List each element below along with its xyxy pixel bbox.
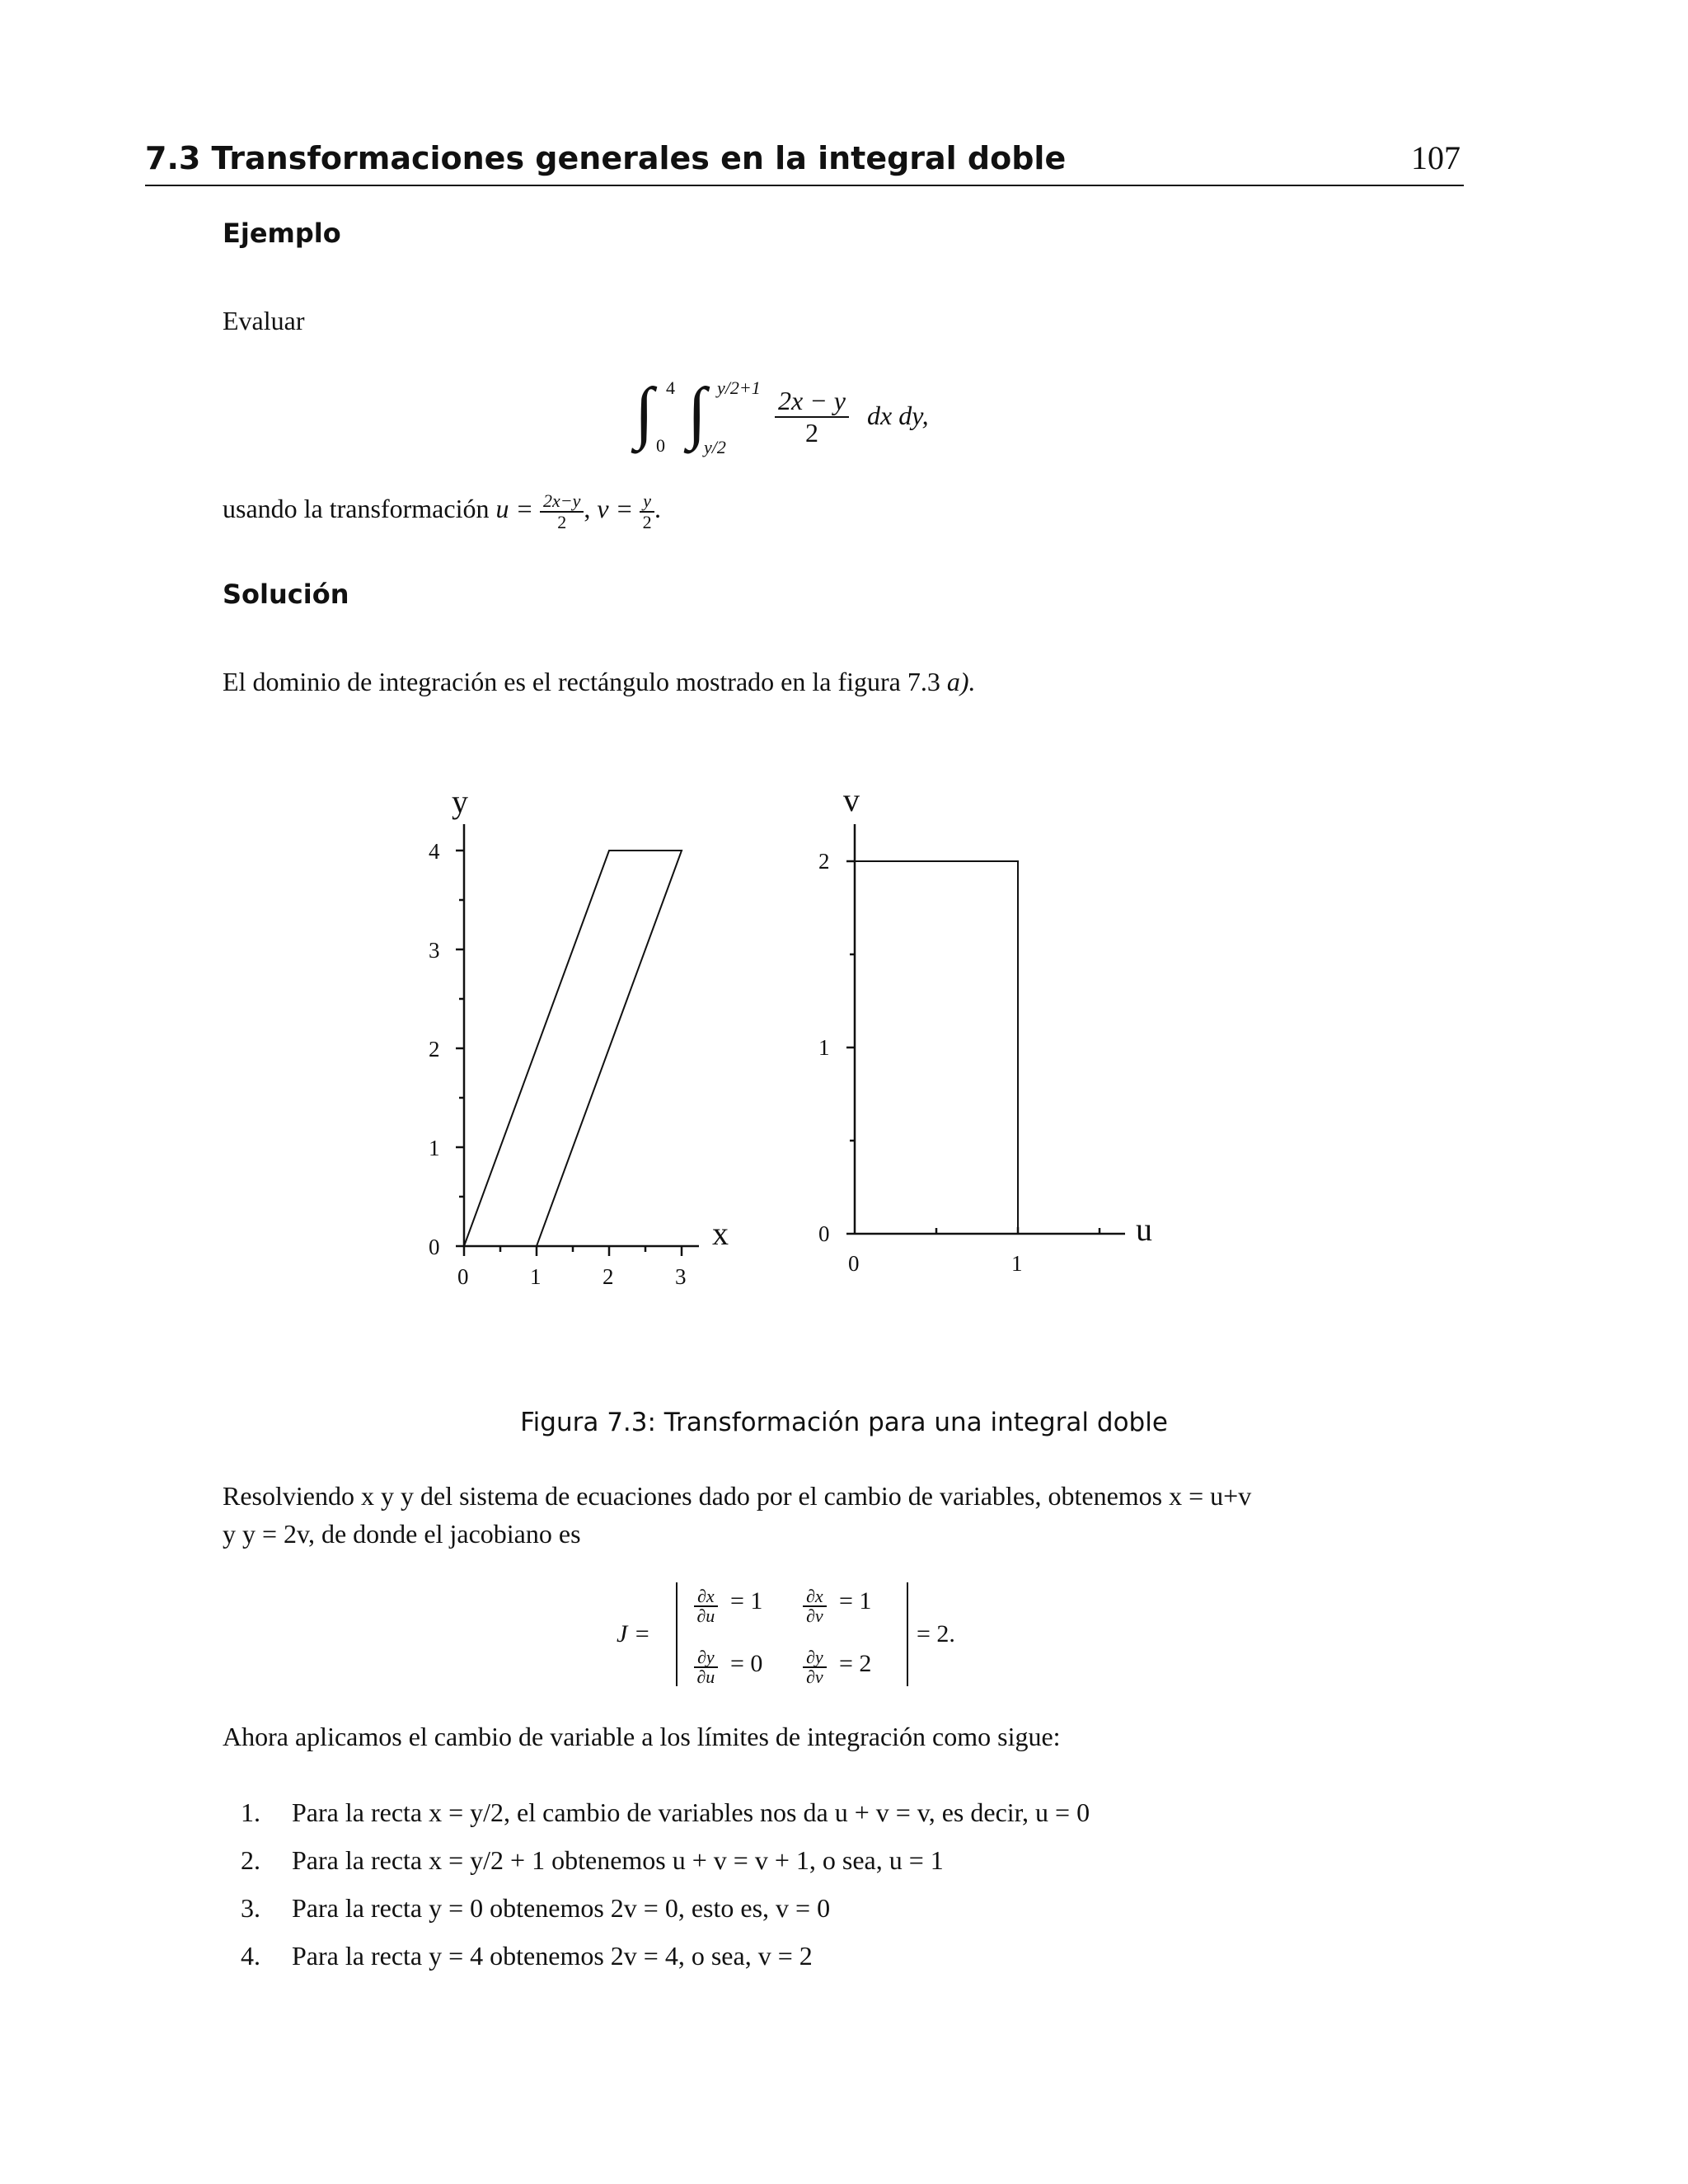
- left-y-tick-label-1: 1: [429, 1136, 440, 1160]
- integrand-denominator: 2: [805, 418, 818, 448]
- resolution-line-2: y y = 2v, de donde el jacobiano es: [223, 1519, 581, 1549]
- u-numerator: 2x−y: [540, 491, 584, 513]
- jacobian-a22-num: ∂y: [803, 1648, 827, 1668]
- example-heading: Ejemplo: [223, 218, 341, 249]
- transform-text: usando la transformación: [223, 494, 490, 523]
- list-item-number: 3.: [241, 1893, 260, 1923]
- list-item-number: 2.: [241, 1845, 260, 1875]
- jacobian-result: = 2.: [917, 1620, 955, 1647]
- v-label: v =: [597, 494, 634, 523]
- jacobian-a12-num: ∂x: [803, 1587, 827, 1607]
- jacobian-a12-fraction: [803, 1587, 827, 1625]
- right-v-tick-label-2: 2: [818, 849, 830, 874]
- jacobian-a22-fraction: [803, 1648, 827, 1686]
- left-y-tick-label-3: 3: [429, 938, 440, 963]
- right-u-tick-label-0: 0: [848, 1251, 860, 1276]
- solution-heading: Solución: [223, 579, 349, 610]
- list-item-text: Para la recta x = y/2, el cambio de variables nos da u + v = v, es decir, u = 0: [292, 1797, 1090, 1827]
- resolution-paragraph: [223, 1477, 1251, 1553]
- jacobian-lhs: J =: [617, 1620, 651, 1647]
- left-y-tick-label-2: 2: [429, 1037, 440, 1062]
- list-item-text: Para la recta y = 4 obtenemos 2v = 4, o sea, v = 2: [292, 1941, 813, 1971]
- left-x-tick-label-2: 2: [603, 1264, 614, 1289]
- example-intro: Evaluar: [223, 306, 305, 335]
- outer-lower-limit: 0: [656, 435, 665, 456]
- figure-caption: Figura 7.3: Transformación para una integral doble: [520, 1408, 1168, 1437]
- jacobian-a21-value: = 0: [730, 1650, 763, 1677]
- u-denominator: 2: [557, 511, 567, 532]
- limits-intro: Ahora aplicamos el cambio de variable a los límites de integración como sigue:: [223, 1722, 1061, 1751]
- jacobian-a12-value: = 1: [839, 1587, 872, 1615]
- jacobian-a11-fraction: [694, 1587, 718, 1625]
- determinant-right-bar: [907, 1582, 908, 1686]
- list-item-number: 1.: [241, 1797, 260, 1827]
- left-y-axis-label: y: [452, 783, 468, 820]
- inner-lower-limit: y/2: [704, 437, 726, 457]
- list-item: [223, 1836, 1090, 1884]
- list-item: [223, 1932, 1090, 1980]
- left-plot-labels: [429, 783, 729, 1289]
- determinant-left-bar: [676, 1582, 678, 1686]
- right-v-tick-label-1: 1: [818, 1035, 830, 1060]
- jacobian-a21-fraction: [694, 1648, 718, 1686]
- domain-text: El dominio de integración es el rectángulo mostrado en la figura 7.3: [223, 667, 940, 696]
- list-item: [223, 1788, 1090, 1836]
- u-label: u =: [495, 494, 534, 523]
- outer-integral-sign: ∫: [635, 374, 654, 451]
- v-denominator: 2: [642, 511, 652, 532]
- parallelogram-region: [464, 851, 682, 1246]
- right-plot: [846, 824, 1125, 1234]
- list-item: [223, 1884, 1090, 1932]
- integral-differentials: dx dy,: [867, 401, 929, 430]
- jacobian-display: [617, 1582, 996, 1690]
- page-number: 107: [1411, 139, 1461, 176]
- jacobian-a22-value: = 2: [839, 1650, 872, 1677]
- list-item-text: Para la recta x = y/2 + 1 obtenemos u + v = v + 1, o sea, u = 1: [292, 1845, 944, 1875]
- left-x-axis-label: x: [712, 1215, 729, 1252]
- left-x-tick-label-3: 3: [675, 1264, 687, 1289]
- jacobian-a11-den: ∂u: [696, 1605, 715, 1626]
- left-x-tick-label-0: 0: [457, 1264, 469, 1289]
- jacobian-a11-num: ∂x: [694, 1587, 718, 1607]
- jacobian-a21-den: ∂u: [696, 1666, 715, 1687]
- separator: ,: [584, 494, 591, 523]
- left-y-tick-label-4: 4: [429, 839, 440, 864]
- limits-list: [223, 1788, 1090, 1980]
- right-v-axis-label: v: [843, 781, 860, 818]
- right-v-tick-label-0: 0: [818, 1221, 830, 1246]
- left-y-tick-label-0: 0: [429, 1235, 440, 1259]
- jacobian-a21-num: ∂y: [694, 1648, 718, 1668]
- inner-upper-limit: y/2+1: [717, 377, 761, 398]
- jacobian-a12-den: ∂v: [806, 1605, 823, 1626]
- inner-integral-sign: ∫: [687, 374, 707, 451]
- domain-ref: a).: [946, 667, 976, 696]
- jacobian-a11-value: = 1: [730, 1587, 763, 1615]
- right-plot-labels: [818, 781, 1152, 1276]
- right-u-axis-label: u: [1136, 1211, 1152, 1248]
- left-x-tick-label-1: 1: [530, 1264, 542, 1289]
- list-item-text: Para la recta y = 0 obtenemos 2v = 0, esto es, v = 0: [292, 1893, 831, 1923]
- transform-end: .: [654, 494, 661, 523]
- integrand-numerator: 2x − y: [775, 386, 849, 418]
- outer-upper-limit: 4: [666, 377, 675, 398]
- jacobian-a22-den: ∂v: [806, 1666, 823, 1687]
- resolution-line-1: Resolviendo x y y del sistema de ecuaciones dado por el cambio de variables, obtenemos x = u+v: [223, 1481, 1252, 1511]
- v-numerator: y: [640, 491, 654, 513]
- rectangle-region: [855, 861, 1018, 1234]
- left-plot: [456, 824, 699, 1256]
- section-title: 7.3 Transformaciones generales en la integral doble: [145, 140, 1067, 176]
- right-u-tick-label-1: 1: [1011, 1251, 1023, 1276]
- list-item-number: 4.: [241, 1941, 260, 1971]
